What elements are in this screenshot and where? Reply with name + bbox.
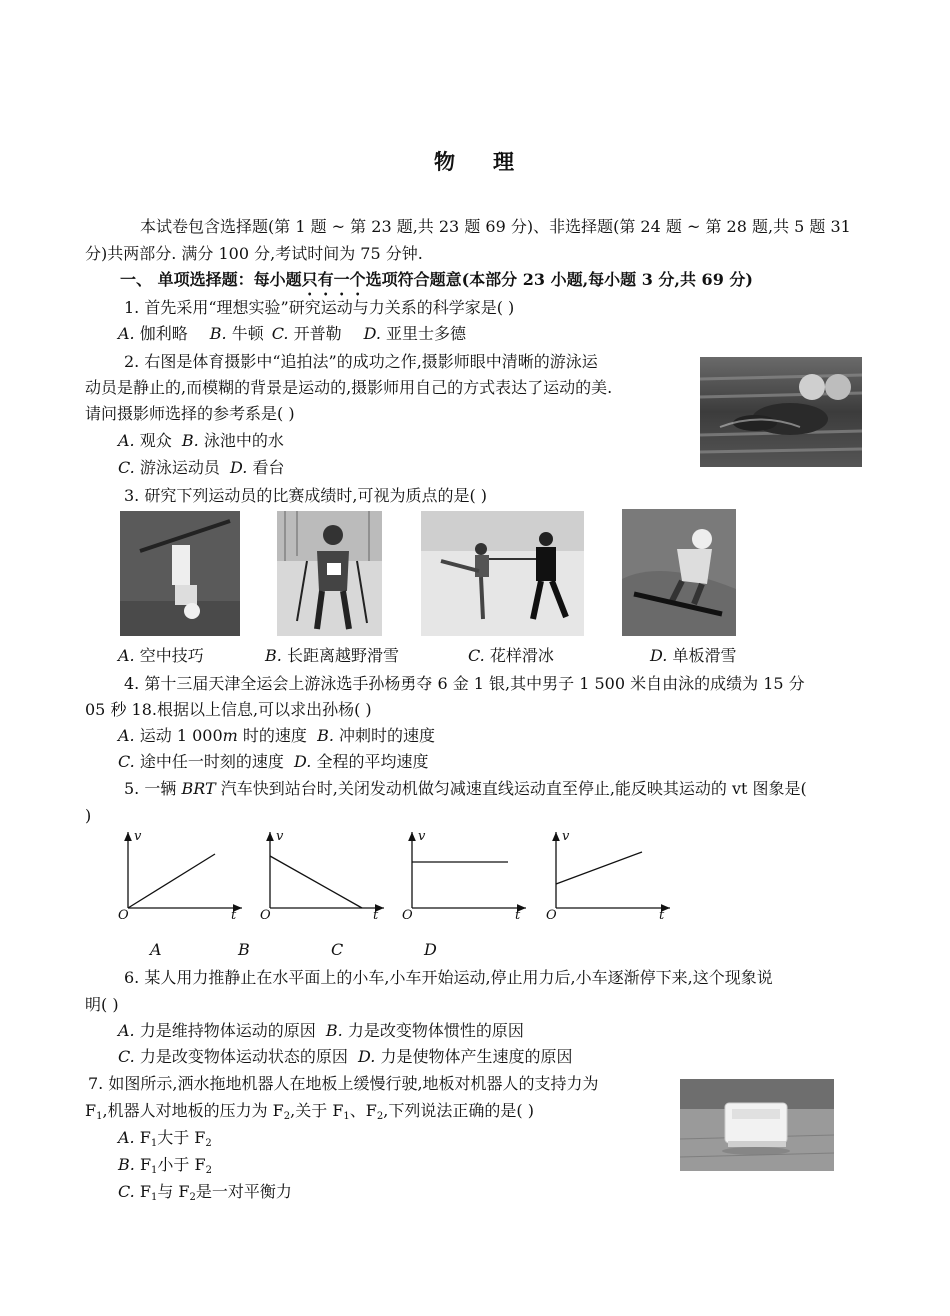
axis-v-label: v [562,829,570,844]
question-2-options-cd: C. 游泳运动员 D. 看台 [118,458,285,477]
question-7-option-a: A. $F_1$大于 $F_2$ [118,1128,212,1149]
axis-v-label: v [276,829,284,844]
question-7-line1: 7. 如图所示,洒水拖地机器人在地板上缓慢行驶,地板对机器人的支持力为 [88,1074,599,1093]
graph-c [402,829,526,923]
axis-t-label: t [373,908,379,923]
question-2-line1: 2. 右图是体育摄影中“追拍法”的成功之作,摄影师眼中清晰的游泳运 [124,352,598,371]
graph-label-d: D [424,940,437,959]
graph-label-a: A [150,940,162,959]
origin-label: O [260,908,271,923]
question-4-line2: 05 秒 18.根据以上信息,可以求出孙杨( ) [85,700,372,719]
robot-photo [680,1079,834,1171]
graph-label-c: C [331,940,344,959]
axis-v-label: v [134,829,142,844]
question-4-options-cd: C. 途中任一时刻的速度 D. 全程的平均速度 [118,752,429,771]
vt-graphs [110,828,690,928]
axis-t-label: t [659,908,665,923]
aerial-skiing-photo [120,511,240,636]
question-4-options-ab: A. 运动 1 000m 时的速度 B. 冲刺时的速度 [118,726,436,745]
question-6-line2: 明( ) [85,995,119,1014]
question-2-line3: 请问摄影师选择的参考系是( ) [85,404,295,423]
graph-a [118,829,242,923]
swimmer-photo [700,357,862,467]
question-7-option-b: B. $F_1$小于 $F_2$ [118,1155,212,1176]
snowboard-photo [622,509,736,636]
question-5-line1: 5. 一辆 BRT 汽车快到站台时,关闭发动机做匀减速直线运动直至停止,能反映其运动的 vt 图象是( [124,779,807,798]
question-1-stem: 1. 首先采用“理想实验”研究运动与力关系的科学家是( ) [124,298,515,317]
graph-label-b: B [238,940,250,959]
question-7-line2: $F_1$,机器人对地板的压力为 $F_2$,关于 $F_1$、$F_2$,下列说法正确的是( ) [85,1101,534,1122]
question-3-option-b: B. 长距离越野滑雪 [265,646,399,665]
question-2-options-ab: A. 观众 B. 泳池中的水 [118,431,284,450]
cross-country-skiing-photo [277,511,382,636]
question-7-option-c: C. $F_1$与 $F_2$是一对平衡力 [118,1182,292,1203]
graph-d [546,829,670,923]
question-5-line2: ) [85,806,92,825]
question-3-option-d: D. 单板滑雪 [650,646,737,665]
graph-b [260,829,384,923]
axis-t-label: t [515,908,521,923]
axis-t-label: t [231,908,237,923]
question-4-line1: 4. 第十三届天津全运会上游泳选手孙杨勇夺 6 金 1 银,其中男子 1 500 米自由泳的成绩为 15 分 [124,674,805,693]
question-6-options-ab: A. 力是维持物体运动的原因 B. 力是改变物体惯性的原因 [118,1021,524,1040]
question-6-line1: 6. 某人用力推静止在水平面上的小车,小车开始运动,停止用力后,小车逐渐停下来,这个现象说 [124,968,773,987]
question-2-line2: 动员是静止的,而模糊的背景是运动的,摄影师用自己的方式表达了运动的美. [85,378,613,397]
question-3-stem: 3. 研究下列运动员的比赛成绩时,可视为质点的是( ) [124,486,488,505]
section-header: 一、 单项选择题：每小题只有一个选项符合题意(本部分 23 小题,每小题 3 分,共 69 分) [120,270,753,289]
origin-label: O [118,908,129,923]
page-title: 物 理 [434,149,516,174]
question-3-option-a: A. 空中技巧 [118,646,204,665]
figure-skating-photo [421,511,584,636]
axis-v-label: v [418,829,426,844]
origin-label: O [402,908,413,923]
intro-line1: 本试卷包含选择题(第 1 题 ~ 第 23 题,共 23 题 69 分)、非选择题(第 24 题 ~ 第 28 题,共 5 题 31 [140,217,851,236]
intro-line2: 分)共两部分. 满分 100 分,考试时间为 75 分钟. [85,244,423,263]
question-1-options: A. 伽利略 B. 牛顿 C. 开普勒 D. 亚里士多德 [118,324,467,343]
question-3-option-c: C. 花样滑冰 [468,646,554,665]
origin-label: O [546,908,557,923]
question-6-options-cd: C. 力是改变物体运动状态的原因 D. 力是使物体产生速度的原因 [118,1047,573,1066]
